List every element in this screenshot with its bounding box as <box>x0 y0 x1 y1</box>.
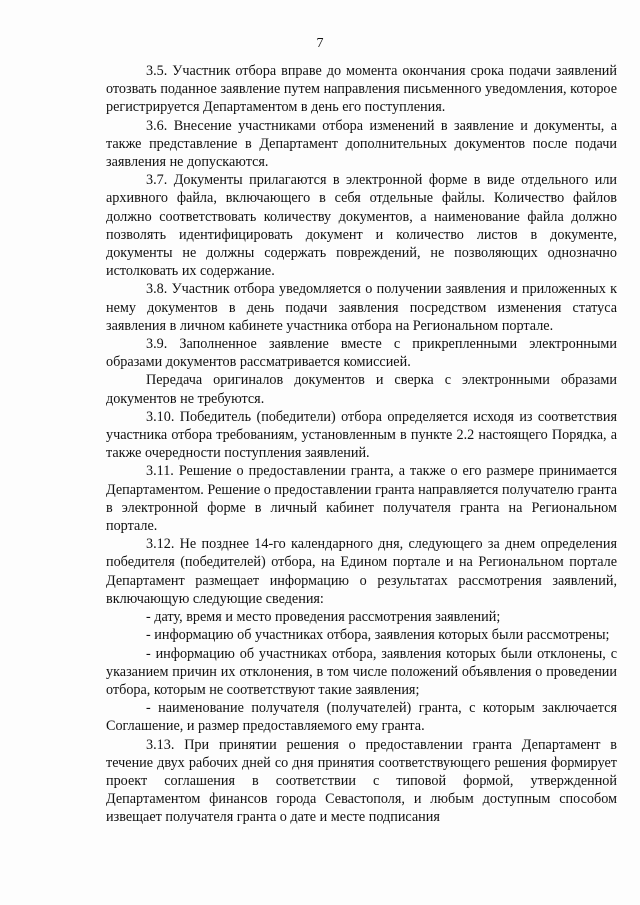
paragraph-3-10: 3.10. Победитель (победители) отбора определяется исходя из соответствия участника отбора требованиям, установленным в пункте 2.2 настоящего Порядка, а также очередности поступления заявлений. <box>106 408 617 462</box>
paragraph-3-6: 3.6. Внесение участниками отбора изменений в заявление и документы, а также представление в Департамент дополнительных документов после подачи заявления не допускаются. <box>106 117 617 171</box>
paragraph-3-5: 3.5. Участник отбора вправе до момента окончания срока подачи заявлений отозвать поданное заявление путем направления письменного уведомления, которое регистрируется Департаментом в день его поступления. <box>106 63 617 116</box>
paragraph-3-9: 3.9. Заполненное заявление вместе с прикрепленными электронными образами документов рассматривается комиссией. <box>106 336 617 371</box>
paragraph-3-12: 3.12. Не позднее 14-го календарного дня, следующего за днем определения победителя (победителей) отбора, на Едином портале и на Региональном портале Департамент размещает информацию о результатах рассмотрения заявлений, включающую следующие сведения: <box>106 536 617 607</box>
list-item-rejected: - информацию об участниках отбора, заявления которых были отклонены, с указанием причин их отклонения, в том числе положений объявления о проведении отбора, которым не соответствуют такие заявления; <box>106 645 617 698</box>
list-item-date: - дату, время и место проведения рассмотрения заявлений; <box>146 609 501 626</box>
list-item-reviewed: - информацию об участниках отбора, заявления которых были рассмотрены; <box>146 627 610 644</box>
paragraph-3-7: 3.7. Документы прилагаются в электронной форме в виде отдельного или архивного файла, включающего в себя отдельные файлы. Количество файлов должно соответствовать количеству документов, а наименование файла должно позволять идентифицировать документ и количество листов в документе, документы не должны содержать повреждений, не позволяющих однозначно истолковать их содержание. <box>106 172 617 280</box>
paragraph-originals: Передача оригиналов документов и сверка с электронными образами документов не требуются. <box>106 372 617 407</box>
paragraph-3-11: 3.11. Решение о предоставлении гранта, а также о его размере принимается Департаментом. Решение о предоставлении гранта направляется получателю гранта в электронной форме в личный кабинет получателя гранта на Региональном портале. <box>106 463 617 535</box>
page-number: 7 <box>316 36 324 51</box>
paragraph-3-13: 3.13. При принятии решения о предоставлении гранта Департамент в течение двух рабочих дней со дня принятия соответствующего решения формирует проект соглашения в соответствии с типовой формой, утвержденной Департаментом финансов города Севастополя, и любым доступным способом извещает получателя гранта о дате и месте подписания <box>106 736 617 826</box>
paragraph-3-8: 3.8. Участник отбора уведомляется о получении заявления и приложенных к нему документов в день подачи заявления посредством изменения статуса заявления в личном кабинете участника отбора на Региональном портале. <box>106 281 617 334</box>
document-body <box>106 62 617 827</box>
list-item-recipient: - наименование получателя (получателей) гранта, с которым заключается Соглашение, и размер предоставляемого ему гранта. <box>106 700 617 735</box>
